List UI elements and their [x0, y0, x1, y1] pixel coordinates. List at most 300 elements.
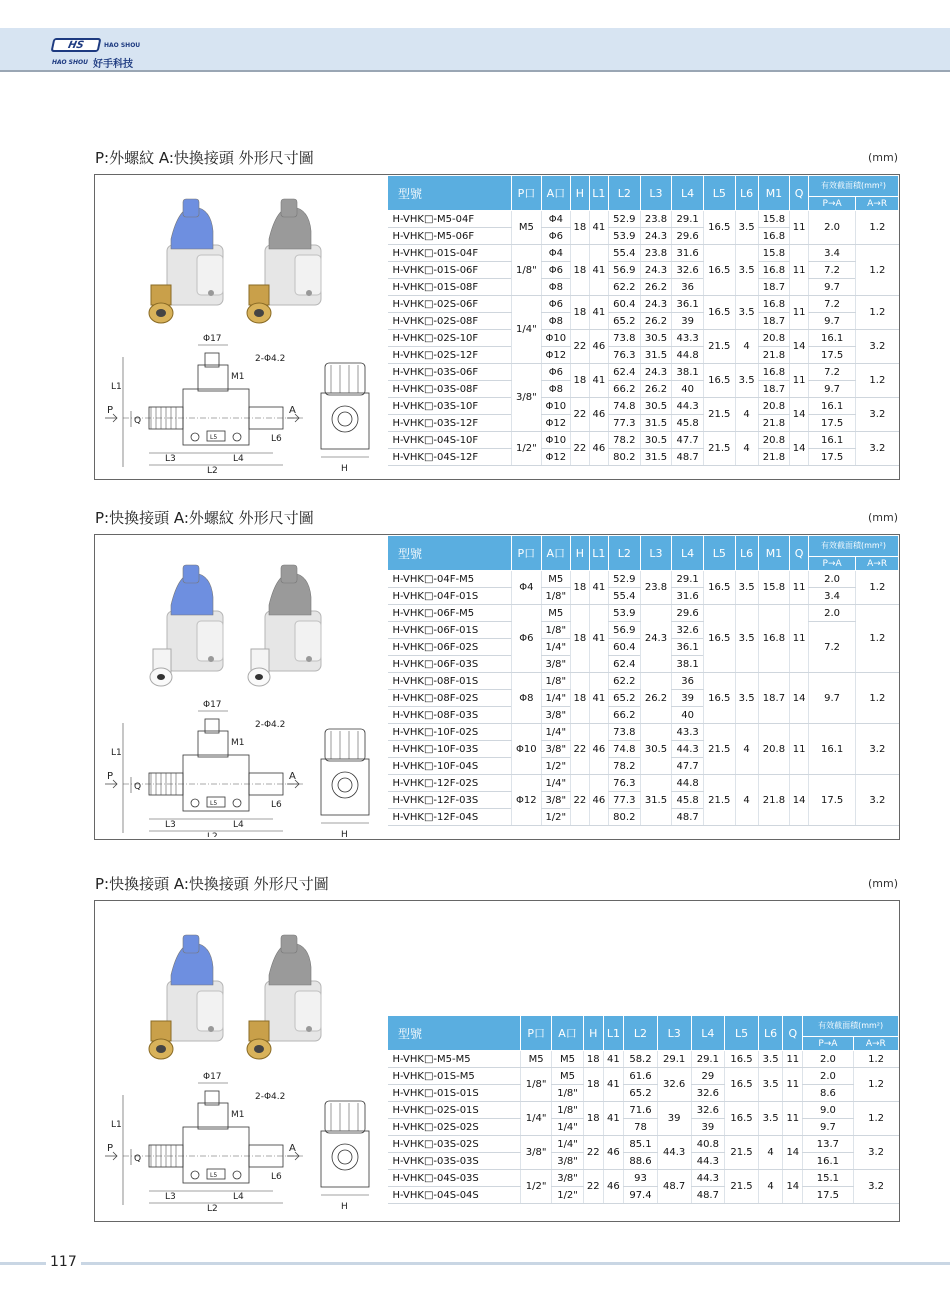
value-cell: 3.2 [856, 775, 899, 826]
value-cell: 2.0 [808, 211, 855, 245]
value-cell: 32.6 [691, 1085, 725, 1102]
header-col: L3 [640, 176, 672, 211]
value-cell: 3/8" [541, 792, 571, 809]
dimension-drawing [105, 1072, 369, 1214]
value-cell: 88.6 [624, 1153, 658, 1170]
value-cell: 32.6 [672, 622, 704, 639]
value-cell: 2.0 [803, 1068, 853, 1085]
value-cell: Φ8 [541, 279, 570, 296]
value-cell: 16.1 [808, 724, 855, 775]
value-cell: 3.5 [735, 673, 758, 724]
valve-blue-photo [150, 565, 223, 686]
header-model: 型號 [388, 176, 512, 211]
value-cell: 1.2 [853, 1068, 898, 1102]
dim-h-label: H [341, 1202, 348, 1212]
value-cell: 22 [583, 1136, 603, 1170]
value-cell: 1.2 [856, 245, 899, 296]
value-cell: 18.7 [758, 673, 790, 724]
table-row [388, 1068, 899, 1085]
value-cell: 31.5 [640, 347, 672, 364]
model-cell: H-VHK□-03S-02S [388, 1136, 521, 1153]
model-cell: H-VHK□-03S-03S [388, 1153, 521, 1170]
value-cell: M5 [552, 1051, 583, 1068]
value-cell: Φ4 [512, 571, 541, 605]
value-cell: 41 [589, 605, 608, 673]
value-cell: 2.0 [808, 605, 855, 622]
value-cell: 24.3 [640, 262, 672, 279]
valve-blue-photo [149, 935, 223, 1059]
value-cell: 30.5 [640, 398, 672, 415]
model-cell: H-VHK□-03S-10F [388, 398, 512, 415]
value-cell: 31.5 [640, 449, 672, 466]
dim-h-label: H [341, 464, 348, 474]
value-cell: 20.8 [758, 330, 790, 347]
model-cell: H-VHK□-01S-06F [388, 262, 512, 279]
section-1-spec-table [387, 175, 899, 466]
header-col: M1 [758, 536, 790, 571]
value-cell: 3.5 [735, 571, 758, 605]
value-cell: 24.3 [640, 605, 672, 673]
value-cell: 76.3 [608, 347, 640, 364]
value-cell: 22 [571, 330, 590, 364]
dim-holes-label: 2-Φ4.2 [255, 354, 286, 364]
model-cell: H-VHK□-08F-02S [388, 690, 512, 707]
value-cell: 40 [672, 707, 704, 724]
dim-l2-label: L2 [207, 832, 218, 837]
header-col: Q [783, 1016, 803, 1051]
value-cell: 3.5 [758, 1068, 782, 1102]
table-row [388, 364, 899, 381]
value-cell: 40 [672, 381, 704, 398]
dim-m1-label: M1 [231, 738, 245, 748]
value-cell: 1/4" [541, 639, 571, 656]
header-col: L2 [608, 176, 640, 211]
value-cell: 41 [589, 245, 608, 296]
model-cell: H-VHK□-04S-10F [388, 432, 512, 449]
table-row [388, 571, 899, 588]
header-col: H [583, 1016, 603, 1051]
value-cell: 11 [790, 724, 809, 775]
header-col: L6 [735, 536, 758, 571]
value-cell: 30.5 [640, 432, 672, 449]
value-cell: 29.1 [657, 1051, 691, 1068]
page-number: 117 [46, 1254, 81, 1270]
section-3-spec-table [387, 1015, 899, 1204]
value-cell: 1.2 [856, 296, 899, 330]
table-row [388, 313, 899, 330]
value-cell: 30.5 [640, 330, 672, 347]
dim-l5-label: L5 [210, 1172, 218, 1179]
section-3-panel [94, 900, 900, 1222]
dim-q-label: Q [134, 782, 142, 792]
value-cell: 2.0 [803, 1051, 853, 1068]
value-cell: 77.3 [608, 415, 640, 432]
value-cell: 18 [571, 605, 590, 673]
value-cell: 41 [589, 211, 608, 245]
section-1-illustration [103, 187, 385, 477]
dim-l5-label: L5 [210, 800, 218, 807]
logo-sub-english: HAO SHOU [52, 59, 88, 66]
value-cell: 17.5 [803, 1187, 853, 1204]
dim-p-label: P [107, 405, 114, 416]
dim-l4-label: L4 [233, 1192, 244, 1202]
value-cell: 1/4" [512, 296, 542, 364]
value-cell: 16.5 [703, 605, 735, 673]
header-flow-sub: A→R [856, 557, 899, 571]
value-cell: 14 [790, 330, 809, 364]
dim-q-label: Q [134, 416, 142, 426]
value-cell: 1/4" [552, 1119, 583, 1136]
value-cell: 11 [790, 296, 809, 330]
header-col: L3 [657, 1016, 691, 1051]
value-cell: 44.8 [672, 775, 704, 792]
header-col: L2 [608, 536, 640, 571]
value-cell: 44.8 [672, 347, 704, 364]
model-cell: H-VHK□-02S-10F [388, 330, 512, 347]
table-row [388, 398, 899, 415]
value-cell: 65.2 [608, 313, 640, 330]
dim-l6-label: L6 [271, 800, 282, 810]
value-cell: 7.2 [808, 364, 855, 381]
value-cell: 46 [589, 775, 608, 826]
value-cell: 22 [571, 398, 590, 432]
value-cell: 16.8 [758, 296, 790, 313]
header-col: M1 [758, 176, 790, 211]
value-cell: 44.3 [691, 1153, 725, 1170]
header-col: L1 [603, 1016, 623, 1051]
value-cell: 3/8" [541, 707, 571, 724]
dim-l1-label: L1 [111, 1120, 122, 1130]
value-cell: 73.8 [608, 724, 640, 741]
table-row [388, 1085, 899, 1102]
section-2-title: P:快換接頭 A:外螺紋 外形尺寸圖 [95, 509, 314, 527]
value-cell: 4 [758, 1136, 782, 1170]
value-cell: 66.2 [608, 707, 640, 724]
model-cell: H-VHK□-03S-06F [388, 364, 512, 381]
value-cell: 43.3 [672, 330, 704, 347]
value-cell: 1/8" [512, 245, 542, 296]
value-cell: 11 [790, 571, 809, 605]
model-cell: H-VHK□-12F-02S [388, 775, 512, 792]
value-cell: 3/8" [552, 1170, 583, 1187]
model-cell: H-VHK□-M5-04F [388, 211, 512, 228]
header-col: P口 [520, 1016, 551, 1051]
value-cell: 16.5 [725, 1068, 759, 1102]
value-cell: 16.1 [803, 1153, 853, 1170]
header-col: H [571, 536, 590, 571]
value-cell: 18 [583, 1068, 603, 1102]
value-cell: 1.2 [856, 605, 899, 673]
value-cell: 31.6 [672, 245, 704, 262]
value-cell: 97.4 [624, 1187, 658, 1204]
value-cell: Φ6 [541, 296, 570, 313]
dim-holes-label: 2-Φ4.2 [255, 720, 286, 730]
value-cell: 4 [735, 398, 758, 432]
model-cell: H-VHK□-12F-04S [388, 809, 512, 826]
value-cell: 11 [783, 1068, 803, 1102]
value-cell: 20.8 [758, 398, 790, 415]
model-cell: H-VHK□-02S-08F [388, 313, 512, 330]
header-col: L1 [589, 536, 608, 571]
value-cell: 71.6 [624, 1102, 658, 1119]
value-cell: 26.2 [640, 279, 672, 296]
value-cell: 16.5 [703, 571, 735, 605]
value-cell: 44.3 [672, 398, 704, 415]
value-cell: 1.2 [856, 364, 899, 398]
value-cell: 3.2 [856, 330, 899, 364]
header-col: L5 [703, 536, 735, 571]
value-cell: 48.7 [691, 1187, 725, 1204]
value-cell: 47.7 [672, 758, 704, 775]
value-cell: 46 [603, 1170, 623, 1204]
value-cell: 15.8 [758, 211, 790, 228]
value-cell: 44.3 [691, 1170, 725, 1187]
header-col: L1 [589, 176, 608, 211]
value-cell: 41 [589, 296, 608, 330]
brand-logo [52, 38, 140, 52]
value-cell: 7.2 [808, 262, 855, 279]
table-row [388, 673, 899, 690]
section-2-spec-table [387, 535, 899, 826]
value-cell: 1.2 [853, 1051, 898, 1068]
value-cell: 18 [571, 245, 590, 296]
header-col: A口 [541, 176, 570, 211]
dim-l3-label: L3 [165, 454, 176, 464]
table-row [388, 415, 899, 432]
logo-mark: HS [51, 38, 102, 52]
value-cell: Φ8 [512, 673, 541, 724]
value-cell: 4 [735, 775, 758, 826]
table-row [388, 775, 899, 792]
value-cell: 20.8 [758, 724, 790, 775]
value-cell: 1/2" [541, 809, 571, 826]
dim-l5-label: L5 [210, 434, 218, 441]
table-row [388, 347, 899, 364]
value-cell: 14 [790, 775, 809, 826]
value-cell: 15.1 [803, 1170, 853, 1187]
value-cell: 3/8" [552, 1153, 583, 1170]
value-cell: 22 [583, 1170, 603, 1204]
header-col: H [571, 176, 590, 211]
header-col: L3 [640, 536, 672, 571]
value-cell: 4 [758, 1170, 782, 1204]
value-cell: 4 [735, 724, 758, 775]
value-cell: 21.5 [703, 432, 735, 466]
section-2-panel [94, 534, 900, 840]
header-col: P口 [512, 536, 541, 571]
value-cell: 23.8 [640, 571, 672, 605]
value-cell: 16.1 [808, 432, 855, 449]
value-cell: 11 [790, 364, 809, 398]
header-flow-sub: P→A [808, 557, 855, 571]
value-cell: 23.8 [640, 211, 672, 228]
value-cell: 62.4 [608, 364, 640, 381]
value-cell: 3.5 [735, 245, 758, 296]
dim-d17-label: Φ17 [203, 1072, 222, 1082]
dim-l4-label: L4 [233, 820, 244, 830]
value-cell: 26.2 [640, 313, 672, 330]
value-cell: 15.8 [758, 245, 790, 262]
value-cell: 36.1 [672, 296, 704, 313]
model-cell: H-VHK□-06F-02S [388, 639, 512, 656]
dim-l2-label: L2 [207, 1204, 218, 1214]
value-cell: 48.7 [672, 809, 704, 826]
header-col: Q [790, 536, 809, 571]
value-cell: 73.8 [608, 330, 640, 347]
value-cell: 45.8 [672, 415, 704, 432]
section-3-title: P:快換接頭 A:快換接頭 外形尺寸圖 [95, 875, 329, 893]
value-cell: 1/8" [552, 1085, 583, 1102]
value-cell: 16.5 [703, 673, 735, 724]
model-cell: H-VHK□-02S-06F [388, 296, 512, 313]
value-cell: 7.2 [808, 622, 855, 673]
header-flow-area: 有效截面積(mm²) [808, 176, 898, 197]
value-cell: 36 [672, 673, 704, 690]
value-cell: 21.5 [703, 775, 735, 826]
model-cell: H-VHK□-08F-03S [388, 707, 512, 724]
header-col: A口 [541, 536, 571, 571]
model-cell: H-VHK□-03S-12F [388, 415, 512, 432]
value-cell: 65.2 [624, 1085, 658, 1102]
table-row [388, 449, 899, 466]
value-cell: 46 [589, 432, 608, 466]
table-row [388, 724, 899, 741]
value-cell: 45.8 [672, 792, 704, 809]
value-cell: 16.8 [758, 228, 790, 245]
model-cell: H-VHK□-01S-M5 [388, 1068, 521, 1085]
value-cell: 22 [571, 775, 590, 826]
value-cell: 62.2 [608, 279, 640, 296]
dim-l6-label: L6 [271, 434, 282, 444]
model-cell: H-VHK□-01S-04F [388, 245, 512, 262]
value-cell: 23.8 [640, 245, 672, 262]
value-cell: Φ12 [541, 415, 570, 432]
model-cell: H-VHK□-02S-01S [388, 1102, 521, 1119]
header-model: 型號 [388, 1016, 521, 1051]
table-row [388, 1153, 899, 1170]
value-cell: 3/8" [512, 364, 542, 432]
value-cell: 1/2" [520, 1170, 551, 1204]
footer-line [0, 1262, 950, 1265]
table-row [388, 381, 899, 398]
value-cell: 11 [783, 1102, 803, 1136]
value-cell: 3.2 [853, 1136, 898, 1170]
model-cell: H-VHK□-01S-08F [388, 279, 512, 296]
value-cell: 3.5 [735, 211, 758, 245]
dim-l2-label: L2 [207, 466, 218, 476]
value-cell: 1.2 [856, 673, 899, 724]
value-cell: 48.7 [672, 449, 704, 466]
value-cell: 9.7 [808, 279, 855, 296]
dim-h-label: H [341, 830, 348, 837]
value-cell: 14 [783, 1136, 803, 1170]
logo-chinese-name: 好手科技 [93, 59, 133, 70]
value-cell: 16.5 [725, 1102, 759, 1136]
value-cell: 1/2" [512, 432, 542, 466]
model-cell: H-VHK□-02S-02S [388, 1119, 521, 1136]
value-cell: 3.5 [758, 1102, 782, 1136]
value-cell: 21.5 [725, 1170, 759, 1204]
section-2-unit: (mm) [868, 511, 899, 524]
header-col: L5 [703, 176, 735, 211]
value-cell: 21.5 [703, 724, 735, 775]
value-cell: 3.2 [856, 432, 899, 466]
model-cell: H-VHK□-01S-01S [388, 1085, 521, 1102]
value-cell: 3.5 [735, 364, 758, 398]
value-cell: 3.5 [735, 296, 758, 330]
header-flow-area: 有效截面積(mm²) [808, 536, 898, 557]
table-row [388, 330, 899, 347]
value-cell: 1/2" [552, 1187, 583, 1204]
value-cell: 32.6 [657, 1068, 691, 1102]
section-1-title: P:外螺紋 A:快換接頭 外形尺寸圖 [95, 149, 314, 167]
value-cell: 31.6 [672, 588, 704, 605]
value-cell: 52.9 [608, 211, 640, 228]
value-cell: 24.3 [640, 296, 672, 313]
value-cell: 46 [603, 1136, 623, 1170]
model-cell: H-VHK□-12F-03S [388, 792, 512, 809]
dim-p-label: P [107, 771, 114, 782]
value-cell: 16.5 [703, 364, 735, 398]
dim-l1-label: L1 [111, 748, 122, 758]
dim-d17-label: Φ17 [203, 700, 222, 710]
value-cell: 1/8" [520, 1068, 551, 1102]
dim-d17-label: Φ17 [203, 334, 222, 344]
value-cell: 77.3 [608, 792, 640, 809]
header-col: P口 [512, 176, 542, 211]
value-cell: 21.5 [703, 398, 735, 432]
table-row [388, 1170, 899, 1187]
value-cell: M5 [512, 211, 542, 245]
header-flow-sub: A→R [856, 197, 899, 211]
value-cell: 80.2 [608, 449, 640, 466]
value-cell: Φ10 [541, 432, 570, 449]
value-cell: 18 [571, 571, 590, 605]
value-cell: 3.2 [853, 1170, 898, 1204]
model-cell: H-VHK□-08F-01S [388, 673, 512, 690]
model-cell: H-VHK□-10F-04S [388, 758, 512, 775]
value-cell: 66.2 [608, 381, 640, 398]
section-3-illustration [103, 919, 385, 1219]
table-row [388, 1119, 899, 1136]
value-cell: 21.5 [725, 1136, 759, 1170]
model-cell: H-VHK□-04F-M5 [388, 571, 512, 588]
value-cell: 16.8 [758, 262, 790, 279]
value-cell: 60.4 [608, 639, 640, 656]
value-cell: 21.8 [758, 775, 790, 826]
value-cell: Φ12 [512, 775, 541, 826]
value-cell: 29.1 [672, 211, 704, 228]
table-row [388, 262, 899, 279]
value-cell: 52.9 [608, 571, 640, 588]
model-cell: H-VHK□-04S-12F [388, 449, 512, 466]
header-col: L6 [735, 176, 758, 211]
value-cell: 47.7 [672, 432, 704, 449]
value-cell: 17.5 [808, 449, 855, 466]
table-row [388, 296, 899, 313]
value-cell: Φ10 [541, 330, 570, 347]
value-cell: 41 [589, 571, 608, 605]
value-cell: 21.8 [758, 449, 790, 466]
value-cell: 18.7 [758, 279, 790, 296]
value-cell: 41 [603, 1068, 623, 1102]
header-col: Q [790, 176, 809, 211]
value-cell: 1/4" [541, 775, 571, 792]
dim-l3-label: L3 [165, 820, 176, 830]
value-cell: 16.5 [703, 245, 735, 296]
value-cell: 43.3 [672, 724, 704, 741]
value-cell: 31.5 [640, 415, 672, 432]
